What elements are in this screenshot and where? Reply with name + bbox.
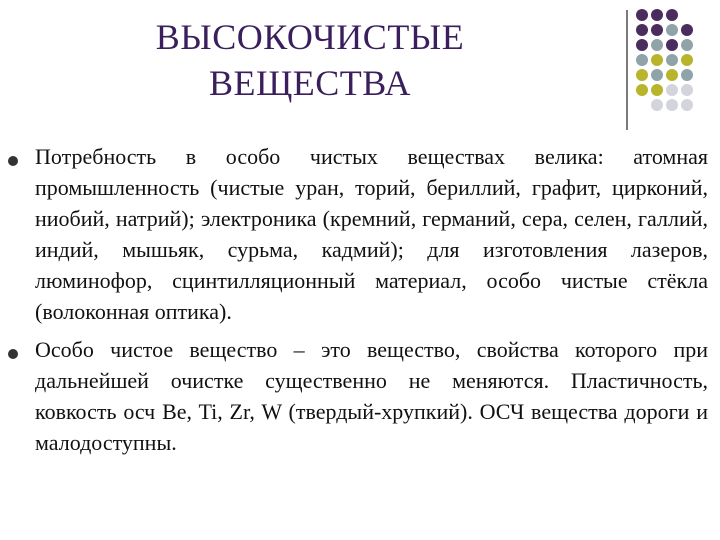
title-line-2: ВЕЩЕСТВА xyxy=(208,63,412,103)
decorative-dot xyxy=(651,84,663,96)
decorative-dot xyxy=(651,9,663,21)
decorative-dot xyxy=(666,54,678,66)
decorative-dot xyxy=(681,84,693,96)
decorative-dot xyxy=(681,99,693,111)
decorative-dot xyxy=(651,69,663,81)
decorative-dot xyxy=(651,99,663,111)
decorative-dot xyxy=(666,39,678,51)
decorative-dot xyxy=(651,54,663,66)
decorative-dot xyxy=(681,69,693,81)
slide-title xyxy=(60,14,560,106)
decorative-dot xyxy=(681,39,693,51)
bullet-text: Особо чистое вещество – это вещество, свойства которого при дальнейшей очистке существенно не меняются. Пластичность, ковкость осч Be, Ti, Zr, W (твердый-хрупкий). ОСЧ вещества дороги и малодоступны. xyxy=(35,337,708,455)
decorative-dot xyxy=(666,84,678,96)
vertical-divider xyxy=(626,10,628,130)
decorative-dot xyxy=(636,54,648,66)
decorative-dot xyxy=(636,84,648,96)
decorative-dot xyxy=(636,24,648,36)
decorative-dot xyxy=(681,54,693,66)
bullet-list xyxy=(8,141,708,465)
bullet-dot-icon xyxy=(8,156,18,166)
decorative-dot xyxy=(636,9,648,21)
bullet-item xyxy=(8,334,708,458)
decorative-dot xyxy=(666,24,678,36)
decorative-dot-grid xyxy=(636,9,716,109)
decorative-dot xyxy=(636,69,648,81)
decorative-dot xyxy=(666,99,678,111)
decorative-dot xyxy=(666,9,678,21)
bullet-dot-icon xyxy=(8,349,18,359)
decorative-dot xyxy=(651,39,663,51)
decorative-dot xyxy=(636,39,648,51)
bullet-item xyxy=(8,141,708,327)
bullet-text: Потребность в особо чистых веществах велика: атомная промышленность (чистые уран, торий, бериллий, графит, цирконий, ниобий, натрий); электроника (кремний, германий, сера, селен, галлий, индий, мышьяк, сурьма, кадмий); для изготовления лазеров, люминофор, сцинтилляционный материал, особо чистые стёкла (волоконная оптика). xyxy=(35,144,708,324)
title-line-1: ВЫСОКОЧИСТЫЕ xyxy=(155,17,465,57)
decorative-dot xyxy=(666,69,678,81)
decorative-dot xyxy=(681,24,693,36)
decorative-dot xyxy=(651,24,663,36)
